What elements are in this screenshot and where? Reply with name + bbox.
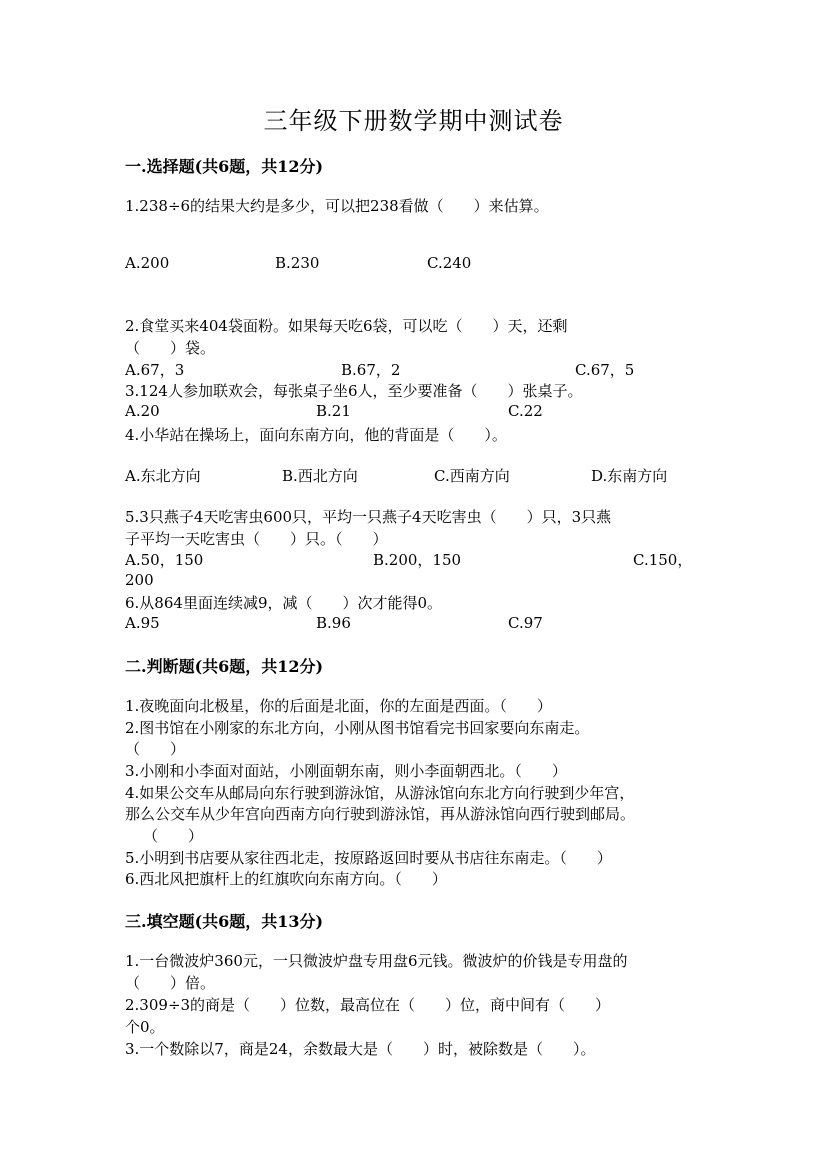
- section-heading-fill-blank: 三.填空题(共6题，共13分): [125, 912, 324, 931]
- q2-option-a: A.67，3: [125, 361, 185, 379]
- question-1: 1.238÷6的结果大约是多少，可以把238看做（ ）来估算。: [125, 197, 549, 215]
- q3-option-c: C.22: [508, 402, 543, 420]
- question-5-line-2: 子平均一天吃害虫（ ）只。（ ）: [125, 530, 388, 548]
- fill-line: 2.309÷3的商是（ ）位数，最高位在（ ）位，商中间有（ ）: [125, 996, 611, 1014]
- q3-option-b: B.21: [316, 402, 351, 420]
- judgment-line: 3.小刚和小李面对面站，小刚面朝东南，则小李面朝西北。（ ）: [125, 762, 567, 780]
- judgment-line: 那么公交车从少年宫向西南方向行驶到游泳馆，再从游泳馆向西行驶到邮局。: [125, 805, 636, 823]
- q3-option-a: A.20: [125, 402, 160, 420]
- q5-option-c: C.150，: [633, 551, 693, 569]
- q1-option-a: A.200: [125, 254, 170, 272]
- q6-option-b: B.96: [316, 614, 351, 632]
- fill-line: 1.一台微波炉360元，一只微波炉盘专用盘6元钱。微波炉的价钱是专用盘的: [125, 952, 628, 970]
- question-5-line-1: 5.3只燕子4天吃害虫600只，平均一只燕子4天吃害虫（ ）只，3只燕: [125, 508, 612, 526]
- judgment-line: 2.图书馆在小刚家的东北方向，小刚从图书馆看完书回家要向东南走。: [125, 719, 590, 737]
- fill-line: 个0。: [125, 1018, 165, 1036]
- question-4: 4.小华站在操场上，面向东南方向，他的背面是（ ）。: [125, 426, 507, 444]
- question-6: 6.从864里面连续减9，减（ ）次才能得0。: [125, 594, 443, 612]
- q1-option-c: C.240: [427, 254, 472, 272]
- judgment-line: （ ）: [125, 740, 186, 758]
- q2-option-c: C.67，5: [575, 361, 635, 379]
- q4-option-a: A.东北方向: [125, 467, 201, 485]
- question-2-line-1: 2.食堂买来404袋面粉。如果每天吃6袋，可以吃（ ）天，还剩: [125, 317, 568, 335]
- page-title: 三年级下册数学期中测试卷: [263, 107, 564, 135]
- q6-option-c: C.97: [508, 614, 543, 632]
- fill-line: 3.一个数除以7，商是24，余数最大是（ ）时，被除数是（ ）。: [125, 1040, 596, 1058]
- judgment-line: 6.西北风把旗杆上的红旗吹向东南方向。（ ）: [125, 870, 447, 888]
- q5-option-c-wrap: 200: [125, 571, 154, 589]
- fill-line: （ ）倍。: [125, 974, 216, 992]
- judgment-line: 5.小明到书店要从家往西北走，按原路返回时要从书店往东南走。（ ）: [125, 849, 612, 867]
- q4-option-d: D.东南方向: [591, 467, 668, 485]
- q4-option-c: C.西南方向: [434, 467, 510, 485]
- q2-option-b: B.67，2: [341, 361, 401, 379]
- judgment-line: 1.夜晚面向北极星，你的后面是北面，你的左面是西面。（ ）: [125, 697, 552, 715]
- judgment-line: （ ）: [143, 827, 204, 845]
- q5-option-b: B.200，150: [373, 551, 462, 569]
- question-3: 3.124人参加联欢会，每张桌子坐6人，至少要准备（ ）张桌子。: [125, 382, 583, 400]
- q6-option-a: A.95: [125, 614, 160, 632]
- section-heading-choice: 一.选择题(共6题，共12分): [125, 157, 324, 176]
- q1-option-b: B.230: [275, 254, 320, 272]
- judgment-line: 4.如果公交车从邮局向东行驶到游泳馆，从游泳馆向东北方向行驶到少年宫，: [125, 784, 635, 802]
- question-2-line-2: （ ）袋。: [125, 339, 216, 357]
- section-heading-judgment: 二.判断题(共6题，共12分): [125, 657, 324, 676]
- q4-option-b: B.西北方向: [282, 467, 358, 485]
- q5-option-a: A.50，150: [125, 551, 204, 569]
